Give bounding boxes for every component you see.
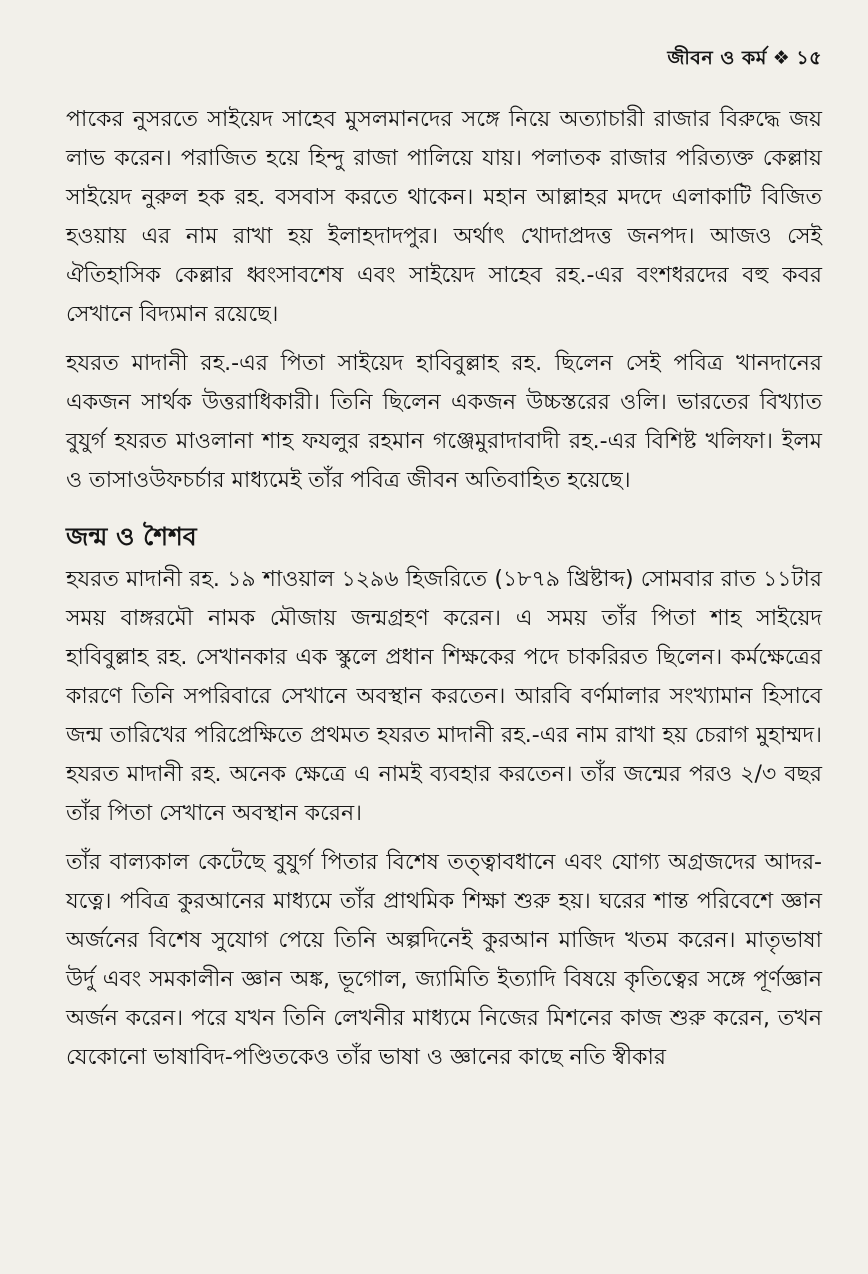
paragraph-2: হযরত মাদানী রহ.-এর পিতা সাইয়েদ হাবিবুল্লাহ রহ. ছিলেন সেই পবিত্র খানদানের একজন সার্থক উত্তরাধিকারী। তিনি ছিলেন একজন উচ্চস্তরের ওলি। ভারতের বিখ্যাত বুযুর্গ হযরত মাওলানা শাহ ফযলুর রহমান গঞ্জেমুরাদাবাদী রহ.-এর বিশিষ্ট খলিফা। ইলম ও তাসাওউফচর্চার মাধ্যমেই তাঁর পবিত্র জীবন অতিবাহিত হয়েছে। bbox=[66, 351, 822, 493]
section-heading: জন্ম ও শৈশব bbox=[66, 522, 197, 551]
ornament-icon: ❖ bbox=[772, 47, 791, 69]
paragraph-1: পাকের নুসরতে সাইয়েদ সাহেব মুসলমানদের সঙ্গে নিয়ে অত্যাচারী রাজার বিরুদ্ধে জয় লাভ করেন। পরাজিত হয়ে হিন্দু রাজা পালিয়ে যায়। পলাতক রাজার পরিত্যক্ত কেল্লায় সাইয়েদ নুরুল হক রহ. বসবাস করতে থাকেন। মহান আল্লাহর মদদে এলাকাটি বিজিত হওয়ায় এর নাম রাখা হয় ইলাহদাদপুর। অর্থাৎ খোদাপ্রদত্ত জনপদ। আজও সেই ঐতিহাসিক কেল্লার ধ্বংসাবশেষ এবং সাইয়েদ সাহেব রহ.-এর বংশধরদের বহু কবর সেখানে বিদ্যমান রয়েছে। bbox=[66, 107, 822, 327]
paragraph-3: হযরত মাদানী রহ. ১৯ শাওয়াল ১২৯৬ হিজরিতে (১৮৭৯ খ্রিষ্টাব্দ) সোমবার রাত ১১টার সময় বাঙ্গরমৌ নামক মৌজায় জন্মগ্রহণ করেন। এ সময় তাঁর পিতা শাহ সাইয়েদ হাবিবুল্লাহ রহ. সেখানকার এক স্কুলে প্রধান শিক্ষকের পদে চাকরিরত ছিলেন। কর্মক্ষেত্রের কারণে তিনি সপরিবারে সেখানে অবস্থান করতেন। আরবি বর্ণমালার সংখ্যামান হিসাবে জন্ম তারিখের পরিপ্রেক্ষিতে প্রথমত হযরত মাদানী রহ.-এর নাম রাখা হয় চেরাগ মুহাম্মদ। হযরত মাদানী রহ. অনেক ক্ষেত্রে এ নামই ব্যবহার করতেন। তাঁর জন্মের পরও ২/৩ বছর তাঁর পিতা সেখানে অবস্থান করেন। bbox=[66, 567, 822, 826]
page-number: ১৫ bbox=[796, 47, 822, 69]
page-body bbox=[66, 100, 822, 1087]
running-title: জীবন ও কর্ম bbox=[667, 47, 767, 69]
paragraph-4: তাঁর বাল্যকাল কেটেছে বুযুর্গ পিতার বিশেষ তত্ত্বাবধানে এবং যোগ্য অগ্রজদের আদর-যত্নে। পবিত্র কুরআনের মাধ্যমে তাঁর প্রাথমিক শিক্ষা শুরু হয়। ঘরের শান্ত পরিবেশে জ্ঞান অর্জনের বিশেষ সুযোগ পেয়ে তিনি অল্পদিনেই কুরআন মাজিদ খতম করেন। মাতৃভাষা উর্দু এবং সমকালীন জ্ঞান অঙ্ক, ভূগোল, জ্যামিতি ইত্যাদি বিষয়ে কৃতিত্বের সঙ্গে পূর্ণজ্ঞান অর্জন করেন। পরে যখন তিনি লেখনীর মাধ্যমে নিজের মিশনের কাজ শুরু করেন, তখন যেকোনো ভাষাবিদ-পণ্ডিতকেও তাঁর ভাষা ও জ্ঞানের কাছে নতি স্বীকার bbox=[66, 850, 822, 1070]
running-header bbox=[667, 44, 822, 76]
